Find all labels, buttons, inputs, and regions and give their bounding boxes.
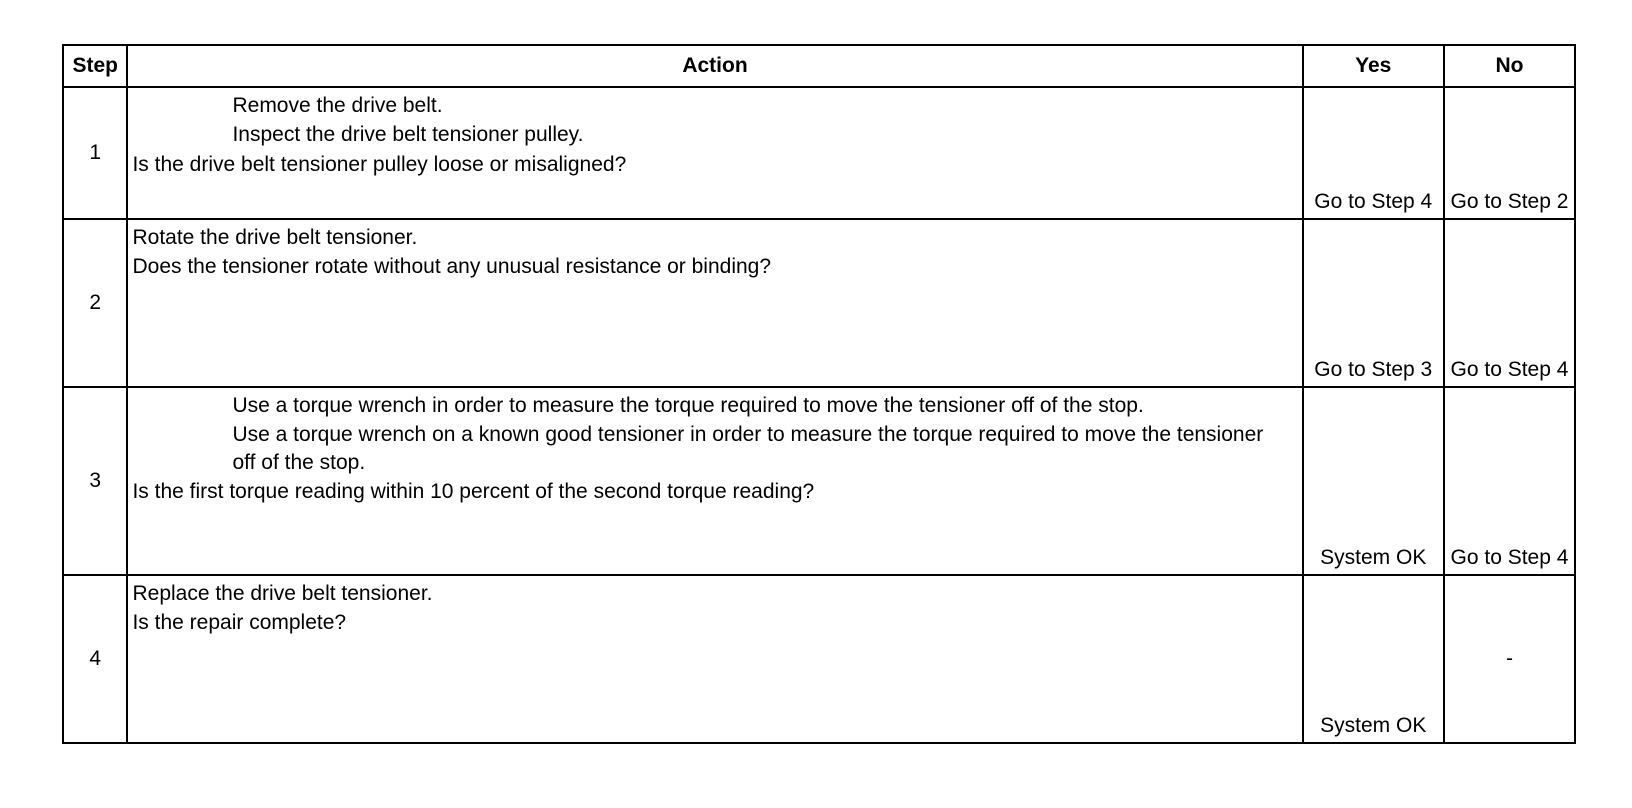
yes-result: System OK — [1303, 387, 1444, 575]
question: Is the first torque reading within 10 percent of the second torque reading? — [132, 479, 815, 503]
table-row — [63, 87, 1575, 219]
step-number: 1 — [63, 87, 127, 219]
table-row — [63, 387, 1575, 575]
instruction-line: Remove the drive belt. — [232, 94, 443, 117]
instruction-line: Replace the drive belt tensioner. — [132, 582, 433, 605]
no-result: - — [1444, 575, 1575, 743]
instruction-line: Use a torque wrench in order to measure the torque required to move the tensioner off of the stop. — [232, 394, 1144, 417]
instructions — [132, 392, 1297, 478]
no-result: Go to Step 4 — [1444, 387, 1575, 575]
no-result: Go to Step 4 — [1444, 219, 1575, 387]
instructions — [132, 580, 1297, 609]
question: Is the repair complete? — [132, 611, 347, 635]
yes-result: Go to Step 3 — [1303, 219, 1444, 387]
action-cell — [127, 219, 1302, 387]
step-number: 2 — [63, 219, 127, 387]
header-yes: Yes — [1303, 45, 1444, 87]
table-row — [63, 219, 1575, 387]
step-number: 4 — [63, 575, 127, 743]
instruction-line: Rotate the drive belt tensioner. — [132, 226, 418, 249]
table-row — [63, 575, 1575, 743]
instructions — [132, 92, 1297, 151]
diagnostic-table — [62, 44, 1576, 744]
question: Is the drive belt tensioner pulley loose or misaligned? — [132, 152, 627, 176]
header-row — [63, 45, 1575, 87]
no-result: Go to Step 2 — [1444, 87, 1575, 219]
yes-result: System OK — [1303, 575, 1444, 743]
question: Does the tensioner rotate without any unusual resistance or binding? — [132, 255, 772, 279]
step-number: 3 — [63, 387, 127, 575]
header-action: Action — [127, 45, 1302, 87]
header-step: Step — [63, 45, 127, 87]
action-cell — [127, 87, 1302, 219]
yes-result: Go to Step 4 — [1303, 87, 1444, 219]
instruction-line: Inspect the drive belt tensioner pulley. — [232, 123, 584, 147]
header-no: No — [1444, 45, 1575, 87]
instructions — [132, 224, 1297, 253]
instruction-line: Use a torque wrench on a known good tensioner in order to measure the torque required to move the tensioner off of the stop. — [232, 423, 1264, 474]
action-cell — [127, 575, 1302, 743]
action-cell — [127, 387, 1302, 575]
